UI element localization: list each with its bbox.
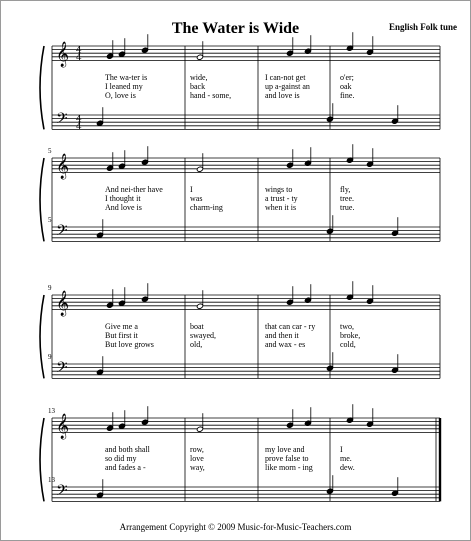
time-signature-bottom: 4 [76,53,82,64]
bass-clef: 𝄢 [56,359,68,380]
lyric-syllables: dew. [340,463,355,472]
system-brace [40,158,44,241]
lyric-syllables: that can car - ry [265,322,316,331]
lyric-syllables: true. [340,203,355,212]
lyric-syllables: two, [340,322,354,331]
lyric-syllables: prove false to [265,454,309,463]
treble-clef: 𝄞 [56,154,70,179]
bass-clef: 𝄢 [56,110,68,131]
lyric-syllables: hand - some, [190,91,232,100]
lyric-syllables: cold, [340,340,356,349]
lyric-syllables: and both shall [105,445,150,454]
measure-number: 13 [48,407,55,415]
lyric-syllables: Give me a [105,322,138,331]
bass-clef: 𝄢 [56,222,68,243]
measure-number: 9 [48,284,52,292]
lyric-syllables: And love is [105,203,142,212]
treble-clef: 𝄞 [56,291,70,316]
lyric-syllables: back [190,82,206,91]
time-signature-top: 4 [76,115,82,125]
lyric-syllables: and love is [265,91,300,100]
lyric-syllables: O, love is [105,91,136,100]
copyright-footer: Arrangement Copyright © 2009 Music-for-Music-Teachers.com [119,522,352,532]
lyric-syllables: I leaned my [105,82,143,91]
lyric-syllables: I [340,445,343,454]
lyric-syllables: wide, [190,73,208,82]
lyric-syllables: The wa-ter is [105,73,148,82]
lyric-syllables: so did my [105,454,137,463]
treble-clef: 𝄞 [56,414,70,439]
lyric-syllables: my love and [265,445,305,454]
lyric-syllables: And nei-ther have [105,185,163,194]
time-signature-bottom: 4 [76,122,82,133]
lyric-syllables: I thought it [105,194,141,203]
lyric-syllables: and wax - es [265,340,306,349]
lyric-syllables: love [190,454,204,463]
treble-clef: 𝄞 [56,42,70,67]
lyric-syllables: wings to [265,185,293,194]
lyric-syllables: me. [340,454,352,463]
song-subtitle: English Folk tune [388,22,457,32]
lyric-syllables: way, [190,463,205,472]
bass-clef: 𝄢 [56,482,68,503]
lyric-syllables: and then it [265,331,299,340]
system-brace [40,46,44,129]
lyric-syllables: But love grows [105,340,154,349]
system-brace [40,418,44,501]
lyric-syllables: boat [190,322,204,331]
measure-number: 5 [48,147,52,155]
lyric-syllables: But first it [105,331,138,340]
lyric-syllables: old, [190,340,203,349]
time-signature-top: 4 [76,46,82,56]
lyric-syllables: I can-not get [265,73,306,82]
measure-number: 5 [48,216,52,224]
lyric-syllables: row, [190,445,204,454]
lyric-syllables: and fades a - [105,463,146,472]
lyric-syllables: fine. [340,91,355,100]
lyric-syllables: like morn - ing [265,463,313,472]
lyric-syllables: broke, [340,331,361,340]
lyric-syllables: o'er; [340,73,354,82]
lyric-syllables: was [190,194,203,203]
lyric-syllables: I [190,185,193,194]
lyric-syllables: a trust - ty [265,194,298,203]
lyric-syllables: fly, [340,185,351,194]
measure-number: 9 [48,353,52,361]
lyric-syllables: up a-gainst an [265,82,310,91]
lyric-syllables: tree. [340,194,354,203]
lyric-syllables: oak [340,82,352,91]
system-brace [40,295,44,378]
lyric-syllables: when it is [265,203,297,212]
lyric-syllables: charm-ing [190,203,223,212]
measure-number: 13 [48,476,55,484]
lyric-syllables: swayed, [190,331,216,340]
song-title: The Water is Wide [171,20,300,37]
